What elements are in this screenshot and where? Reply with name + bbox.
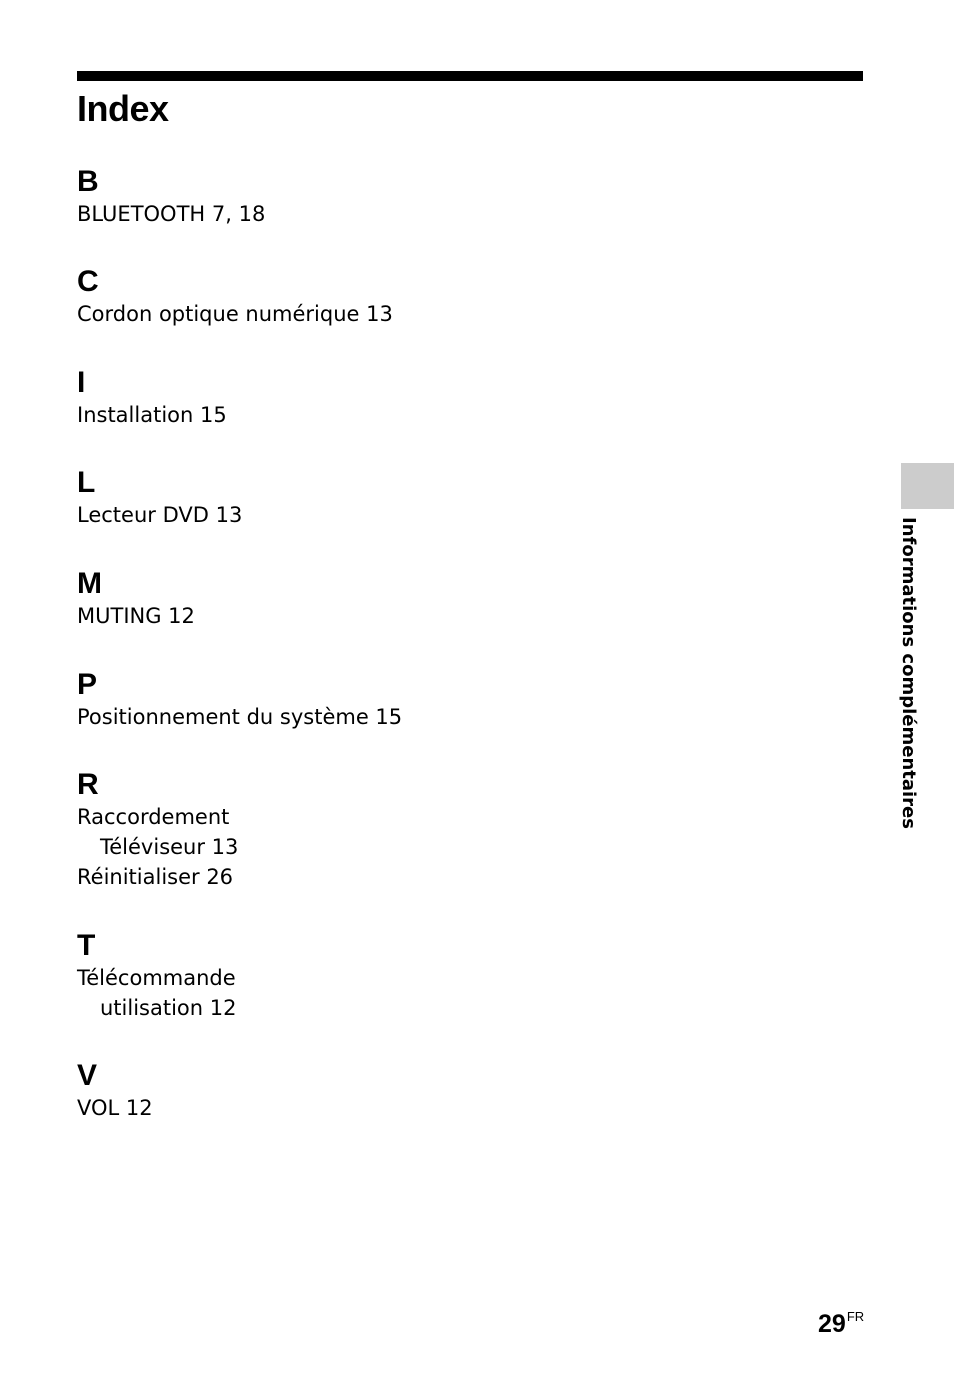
chapter-tab <box>901 463 954 509</box>
page-number <box>818 1309 864 1339</box>
index-section-m <box>77 567 195 631</box>
index-section-i <box>77 366 227 430</box>
section-letter: B <box>77 165 99 198</box>
index-entry: Raccordement <box>77 805 230 829</box>
index-entry: MUTING 12 <box>77 604 195 628</box>
index-entry: Cordon optique numérique 13 <box>77 302 393 326</box>
index-section-t <box>77 929 236 1023</box>
index-entry: Réinitialiser 26 <box>77 865 234 889</box>
index-entry: Positionnement du système 15 <box>77 705 403 729</box>
index-entry: Lecteur DVD 13 <box>77 503 243 527</box>
section-letter: C <box>77 265 99 298</box>
index-entry: Installation 15 <box>77 403 227 427</box>
section-letter: M <box>77 567 102 600</box>
index-section-r <box>77 768 238 892</box>
index-section-c <box>77 265 393 329</box>
page-language-suffix: FR <box>846 1309 865 1324</box>
section-letter: P <box>77 668 98 701</box>
page-title: Index <box>77 88 169 129</box>
index-section-l <box>77 466 242 530</box>
page-number-value: 29 <box>818 1310 846 1338</box>
chapter-side-label: Informations complémentaires <box>898 517 919 829</box>
section-letter: L <box>77 466 96 499</box>
index-subentry: Téléviseur 13 <box>100 835 239 859</box>
index-section-b <box>77 165 265 229</box>
section-letter: I <box>77 366 86 399</box>
section-letter: T <box>77 929 96 962</box>
section-letter: V <box>77 1059 98 1092</box>
index-entry: Télécommande <box>77 966 236 990</box>
index-subentry: utilisation 12 <box>100 996 237 1020</box>
section-letter: R <box>77 768 99 801</box>
index-section-p <box>77 668 402 732</box>
index-entry: BLUETOOTH 7, 18 <box>77 202 266 226</box>
index-entry: VOL 12 <box>77 1096 153 1120</box>
index-section-v <box>77 1059 153 1123</box>
top-rule <box>77 71 863 81</box>
